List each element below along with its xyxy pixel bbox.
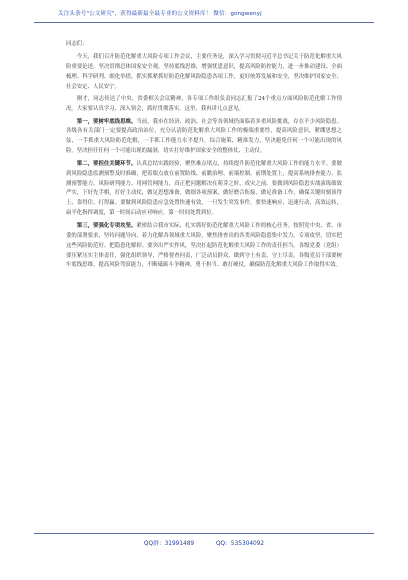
paragraph-3 bbox=[66, 118, 342, 158]
paragraph-2 bbox=[66, 95, 342, 115]
paragraph-2-text: 刚才，同志传达了中央、省委相关会议精神，各专项工作组负责同志汇报了24个重点方面风险防范化解工作情况。大家要认真学习、深入领会，抓好贯彻落实。这里，我再讲几点意见。 bbox=[66, 96, 342, 113]
paragraph-5-text: 紧密结合我市实际，扎实抓好防范化解重大风险工作的核心任务。按照党中央、省、市委的部署要求，坚持问题导向，着力化解各领域重大风险，聚焦排查出的各类风险隐患集中发力。专项攻坚，切实把这些风险防范好、把隐患化解掉。要突出严实作风，坚决扛起防范化解重大风险工作的责任担当。各级党委（党组）要压紧压实主体责任，强化组织领导，严格督查问责，广泛动员群众，做到守土有责、守土尽责。各级党员干部要树牢底线思维，提高风险驾驭能力，不断砥砺斗争精神，勇于担当、敢打硬仗，确保防范化解重大风险工作取得实效。 bbox=[66, 222, 342, 269]
paragraph-4-text: 认真总结实践经验，聚焦难点堵点，持续提升防范化解重大风险工作的能力水平。要做到风险隐患监测预警及时准确，把着眼点放在前置防线、前瞻治理、前端控制、前期处置上，提高系统排查能力、监测预警能力、风险研判能力、用网管网能力，真正把问题解决在萌芽之时、成灾之前。要做到风险隐患实战演练细致严实，下好先手棋，打好主动仗，做足思想准备，做细各项预案，做好磨合衔接，做足准备工作，确保关键时刻顶得上、靠得住、打得赢。要做到风险隐患应急处置快速有效，一旦发生突发事件，要快速响应、迅速行动，高效运转，扁平化指挥调度，第一时间启动应对响应，第一时间处置到位。 bbox=[66, 160, 342, 217]
document-body bbox=[66, 40, 342, 274]
header-divider bbox=[34, 22, 374, 23]
paragraph-5-lead: 第三，要强化专项攻坚。 bbox=[76, 222, 137, 229]
paragraph-3-lead: 第一，要树牢底线思维。 bbox=[76, 118, 137, 125]
footer-qq: QQ：535304092 bbox=[215, 541, 265, 547]
footer-divider bbox=[34, 533, 374, 534]
paragraph-1-text: 今天，我们召开防范化解重大风险专项工作会议，主要任务是，深入学习贯彻习近平总书记关于防范化解重大风险重要论述，坚决贯彻总体国家安全观，坚持底线思维，增强忧患意识，提高风险防控能力，进一步推动建设、全面梳理、科学研判、细化举措，抓实抓紧抓好防范化解风险隐患各项工作，更好统筹发展和安全，坚决维护国家安全、社会安定、人民安宁。 bbox=[66, 53, 342, 90]
page-header-text: 关注头条号"公文研究"，获得最新最全最专业的公文资料库！ 微信：gongwenyj bbox=[58, 11, 262, 17]
footer-qq-group: QQ群：31991489 bbox=[143, 541, 195, 547]
paragraph-1 bbox=[66, 53, 342, 93]
paragraph-3-text: 当前，我市在经济、政治、社会等各领域仍面临着多重风险挑战，存在不少风险隐患。各级各有关部门一定要提高政治站位，充分认清防范化解重大风险工作的极端重要性，提高风险意识，紧绷思想之弦，一手抓重大风险防范化解，一手抓工作能力水平提升，综合施策、精准发力，坚决避免任何一个可能出现的风险。坚决担任任何一个可能出现的漏洞，切实打好维护国家安全的整体仗、主动仗。 bbox=[66, 118, 342, 155]
paragraph-5 bbox=[66, 222, 342, 272]
paragraph-4 bbox=[66, 160, 342, 219]
paragraph-4-lead: 第二，要担住关键环节。 bbox=[76, 160, 137, 167]
salutation: 同志们： bbox=[66, 41, 88, 47]
page-footer bbox=[0, 538, 408, 547]
